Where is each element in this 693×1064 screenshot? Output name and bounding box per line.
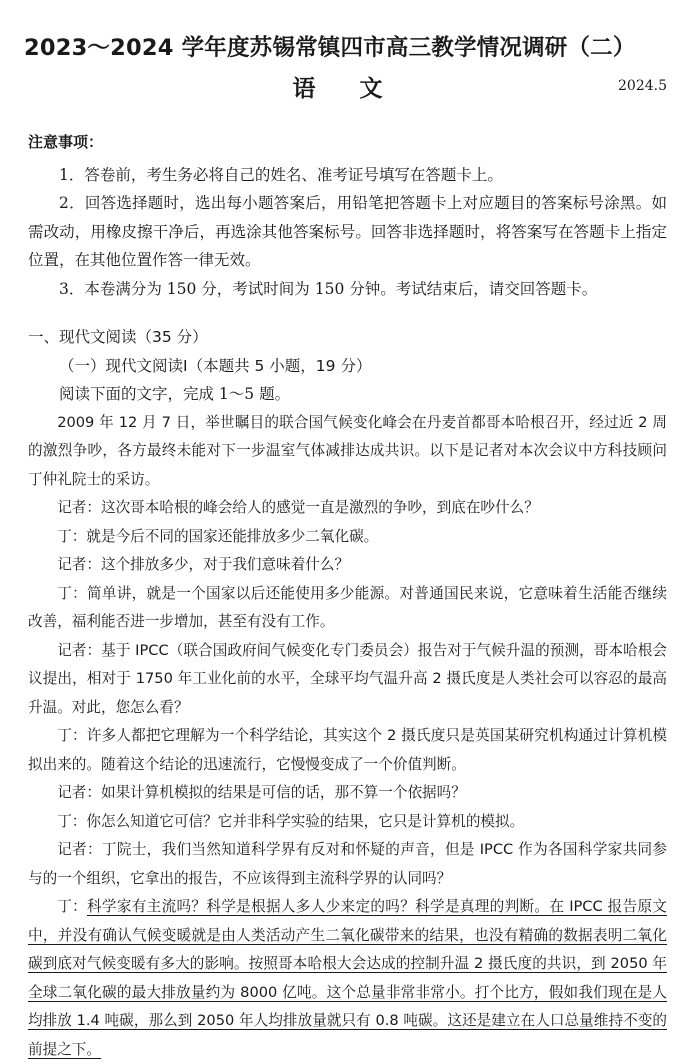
- exam-body: [28, 128, 667, 1064]
- exam-title: 2023～2024 学年度苏锡常镇四市高三教学情况调研（二）: [24, 30, 674, 62]
- exam-date: 2024.5: [618, 78, 667, 94]
- note-item: 3．本卷满分为 150 分，考试时间为 150 分钟。考试结束后，请交回答题卡。: [28, 275, 667, 304]
- article-paragraph: 记者：如果计算机模拟的结果是可信的话，那不算一个依据吗？: [28, 779, 667, 808]
- article-paragraph: 丁：你怎么知道它可信？它并非科学实验的结果，它只是计算机的模拟。: [28, 808, 667, 837]
- subject-title: 语 文: [0, 70, 693, 103]
- article-paragraph: 丁：就是今后不同的国家还能排放多少二氧化碳。: [28, 523, 667, 552]
- note-item: 2．回答选择题时，选出每小题答案后，用铅笔把答题卡上对应题目的答案标号涂黑。如需改动，用橡皮擦干净后，再选涂其他答案标号。回答非选择题时，将答案写在答题卡上指定位置，在其他位置作答一律无效。: [28, 189, 667, 275]
- speaker-label: 丁：: [57, 898, 87, 915]
- underlined-passage: 科学家有主流吗？科学是根据人多人少来定的吗？科学是真理的判断。在 IPCC 报告原文中，并没有确认气候变暖就是由人类活动产生二氧化碳带来的结果，也没有精确的数据表明二氧化碳到底对气候变暖有多大的影响。按照哥本哈根大会达成的控制升温 2 摄氏度的共识，到 2050 年全球二氧化碳的最大排放量约为 8000 亿吨。这个总量非常非常小。打个比方，假如我们现在是人均排放 1.4 吨碳，那么到 2050 年人均排放量就只有 0.8 吨碳。这还是建立在人口总量维持不变的前提之下。: [28, 898, 667, 1058]
- article-paragraph: 记者：基于 IPCC（联合国政府间气候变化专门委员会）报告对于气候升温的预测，哥本哈根会议提出，相对于 1750 年工业化前的水平，全球平均气温升高 2 摄氏度是人类社会可以容忍的最高升温。对此，您怎么看？: [28, 637, 667, 723]
- article-paragraph: 丁：许多人都把它理解为一个科学结论，其实这个 2 摄氏度只是英国某研究机构通过计算机模拟出来的。随着这个结论的迅速流行，它慢慢变成了一个价值判断。: [28, 722, 667, 779]
- section-subheading: （一）现代文阅读Ⅰ（本题共 5 小题，19 分）: [28, 352, 667, 381]
- note-item: 1．答卷前，考生务必将自己的姓名、准考证号填写在答题卡上。: [28, 161, 667, 190]
- article-paragraph: 记者：这个排放多少，对于我们意味着什么？: [28, 551, 667, 580]
- notes-heading: 注意事项：: [28, 128, 667, 157]
- section-heading: 一、现代文阅读（35 分）: [28, 323, 667, 352]
- article-paragraph: 记者：丁院士，我们当然知道科学界有反对和怀疑的声音，但是 IPCC 作为各国科学家共同参与的一个组织，它拿出的报告，不应该得到主流科学界的认同吗？: [28, 836, 667, 893]
- article-paragraph-underlined: [28, 893, 667, 1064]
- article-paragraph: 2009 年 12 月 7 日，举世瞩目的联合国气候变化峰会在丹麦首都哥本哈根召开，经过近 2 周的激烈争吵，各方最终未能对下一步温室气体减排达成共识。以下是记者对本次会议中方科技顾问丁仲礼院士的采访。: [28, 409, 667, 495]
- article-paragraph: 丁：简单讲，就是一个国家以后还能使用多少能源。对普通国民来说，它意味着生活能否继续改善，福利能否进一步增加，甚至有没有工作。: [28, 580, 667, 637]
- reading-article: [28, 409, 667, 1064]
- reading-instruction: 阅读下面的文字，完成 1～5 题。: [28, 380, 667, 409]
- article-paragraph: 记者：这次哥本哈根的峰会给人的感觉一直是激烈的争吵，到底在吵什么？: [28, 494, 667, 523]
